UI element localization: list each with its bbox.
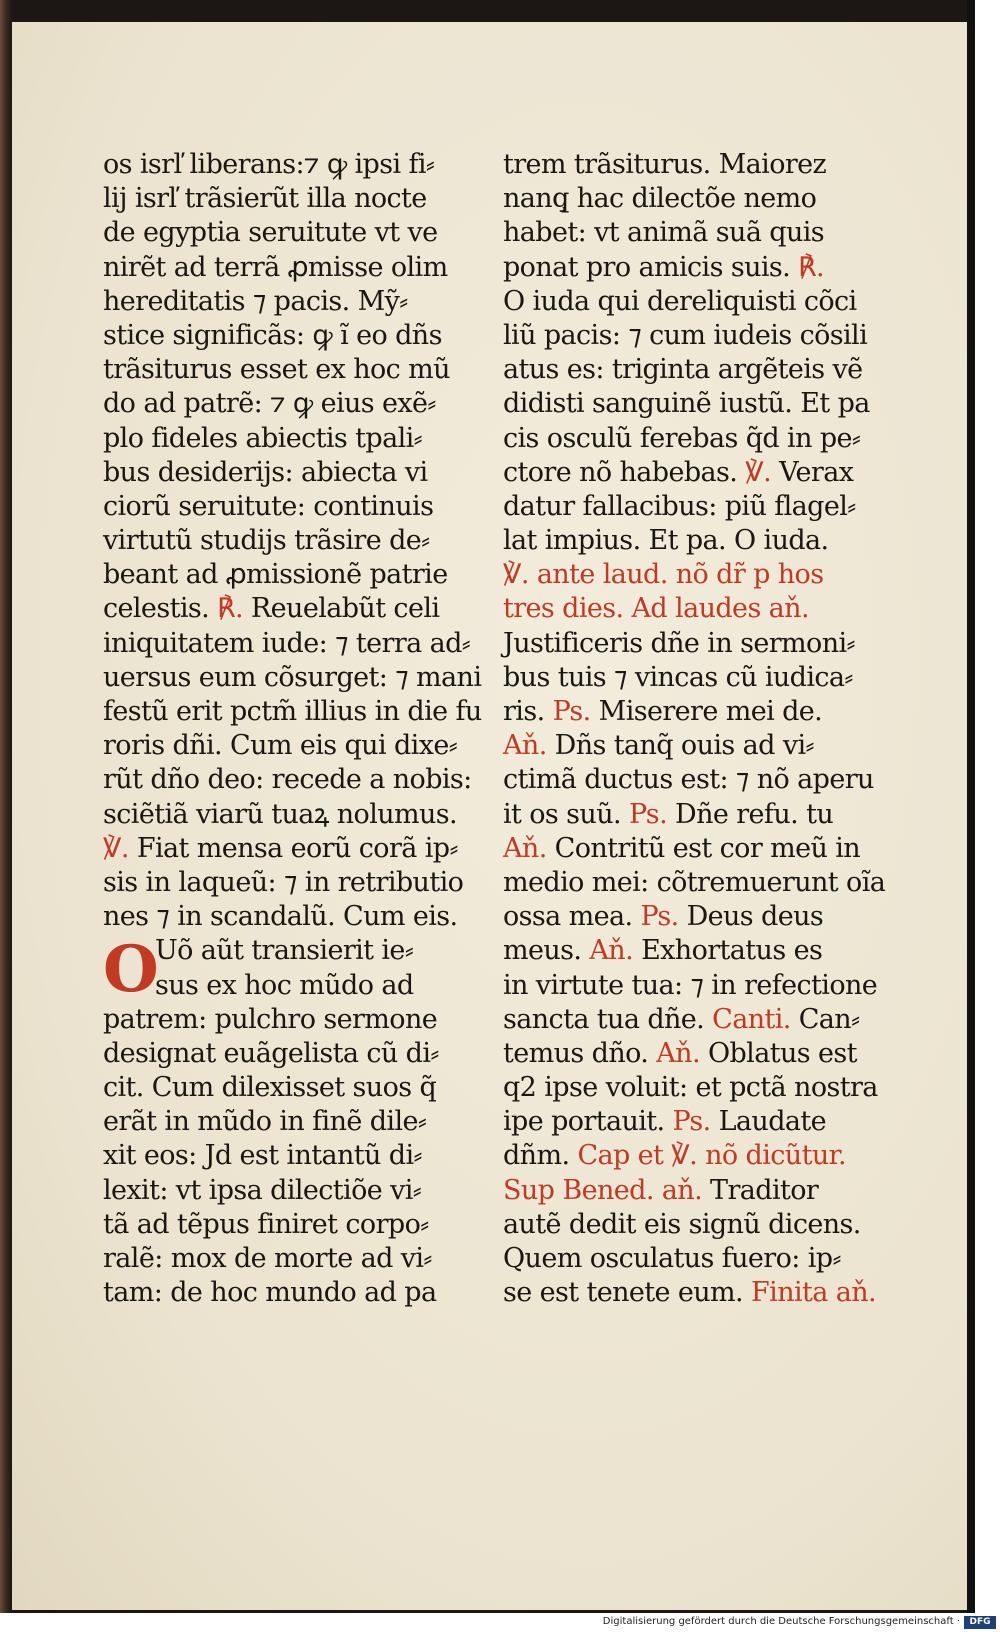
line-text: roris dñi. Cum eis qui dixe⸗ bbox=[103, 730, 458, 762]
text-line bbox=[103, 1139, 483, 1173]
text-line bbox=[103, 216, 483, 250]
line-text: xit eos: Jd est intantũ di⸗ bbox=[103, 1140, 422, 1172]
line-text: ipe portauit. bbox=[503, 1106, 665, 1138]
line-text: ponat pro amicis suis. bbox=[503, 251, 791, 283]
line-text: lij isrľ trãsierũt illa nocte bbox=[103, 183, 427, 215]
text-line bbox=[103, 319, 483, 353]
line-text: designat euãgelista cũ di⸗ bbox=[103, 1037, 439, 1069]
text-line bbox=[103, 285, 483, 319]
rubric-mark: Canti. bbox=[712, 1003, 791, 1035]
text-line bbox=[103, 558, 483, 592]
text-line bbox=[103, 1276, 483, 1310]
text-line bbox=[103, 148, 483, 182]
line-text: stice significãs: ꝙ ĩ eo dñs bbox=[103, 319, 442, 351]
line-text: Deus deus bbox=[686, 901, 824, 933]
line-text: sciẽtiã viarũ tuaꝝ nolumus. bbox=[103, 798, 458, 830]
text-line bbox=[103, 592, 483, 626]
text-line bbox=[503, 592, 875, 626]
initial-capital: O bbox=[103, 932, 159, 1008]
line-text: beant ad ꝓmissionẽ patrie bbox=[103, 559, 448, 591]
line-text: lexit: vt ipsa dilectiõe vi⸗ bbox=[103, 1174, 422, 1206]
line-text: Oblatus est bbox=[707, 1037, 857, 1069]
text-line bbox=[103, 729, 483, 763]
dfg-logo-icon: DFG bbox=[964, 1616, 996, 1629]
line-text: atus es: triginta argẽteis vẽ bbox=[503, 354, 863, 386]
funding-credit: Digitalisierung gefördert durch die Deutsche Forschungsgemeinschaft · bbox=[602, 1616, 960, 1627]
line-text: virtutũ studijs trãsire de⸗ bbox=[103, 525, 430, 557]
text-line bbox=[103, 798, 483, 832]
text-line bbox=[103, 353, 483, 387]
line-text: se est tenete eum. bbox=[503, 1277, 744, 1309]
text-line bbox=[103, 900, 483, 934]
text-line bbox=[103, 490, 483, 524]
line-text: medio mei: cõtremuerunt oĩa bbox=[503, 866, 886, 898]
text-line bbox=[503, 1174, 875, 1208]
text-line bbox=[503, 969, 878, 1003]
text-line bbox=[103, 969, 483, 1003]
line-text: celestis. bbox=[103, 593, 210, 625]
text-line bbox=[503, 1071, 878, 1105]
line-text: ctore nõ habebas. bbox=[503, 456, 738, 488]
text-line bbox=[503, 763, 875, 797]
rubric-mark: Aň. bbox=[589, 935, 634, 967]
rubric-mark: Aň. bbox=[503, 730, 547, 762]
text-line bbox=[103, 387, 483, 421]
line-text: tam: de hoc mundo ad pa bbox=[103, 1277, 437, 1309]
text-line bbox=[103, 661, 483, 695]
line-text: festũ erit pctm̃ illius in die fu bbox=[103, 696, 482, 727]
text-line bbox=[503, 490, 875, 524]
line-text: erãt in mũdo in finẽ dile⸗ bbox=[103, 1106, 427, 1138]
text-line bbox=[103, 182, 483, 216]
rubric-mark: ℣. bbox=[103, 832, 129, 864]
line-text: Uõ aũt transierit ie⸗ bbox=[155, 935, 414, 967]
text-line bbox=[503, 1037, 875, 1071]
line-text: Traditor bbox=[710, 1174, 819, 1206]
line-text: iniquitatem iude: ⁊ terra ad⸗ bbox=[103, 627, 471, 659]
text-line bbox=[503, 832, 875, 866]
line-text: hereditatis ⁊ pacis. Mỹ⸗ bbox=[103, 285, 408, 317]
rubric-mark: ℣. bbox=[745, 456, 772, 488]
text-line bbox=[103, 1242, 483, 1276]
rubric-mark: ℟. bbox=[217, 593, 243, 625]
rubric-mark: Aň. bbox=[503, 832, 547, 864]
line-text: de egyptia seruitute vt ve bbox=[103, 217, 438, 249]
line-text: ctimã ductus est: ⁊ nõ aperu bbox=[503, 764, 874, 796]
text-line bbox=[503, 1105, 875, 1139]
text-line bbox=[503, 729, 875, 763]
rubric-mark: Finita aň. bbox=[751, 1277, 877, 1309]
line-text: sus ex hoc mũdo ad bbox=[155, 969, 414, 1001]
rubric-mark: Ps. bbox=[672, 1106, 711, 1138]
line-text: do ad patrẽ: ⁊ ꝙ eius exẽ⸗ bbox=[103, 388, 436, 420]
line-text: Laudate bbox=[718, 1106, 827, 1138]
text-line bbox=[103, 1003, 483, 1037]
line-text: datur fallacibus: piũ flagel⸗ bbox=[503, 490, 856, 522]
right-text-column bbox=[503, 148, 886, 1310]
line-text: uersus eum cõsurget: ⁊ mani bbox=[103, 661, 482, 693]
line-text: ralẽ: mox de morte ad vi⸗ bbox=[103, 1243, 432, 1274]
text-line bbox=[503, 866, 886, 900]
line-text: Dñs tanq̃ ouis ad vi⸗ bbox=[554, 730, 814, 762]
line-text: it os suũ. bbox=[503, 798, 621, 830]
text-line bbox=[503, 353, 875, 387]
line-text: bus tuis ⁊ vincas cũ iudica⸗ bbox=[503, 661, 853, 693]
line-text: nanq̧ hac dilectõe nemo bbox=[503, 183, 817, 215]
line-text: Fiat mensa eorũ corã ip⸗ bbox=[136, 832, 458, 864]
line-text: Exhortatus es bbox=[641, 935, 823, 967]
text-line bbox=[103, 695, 483, 729]
text-line bbox=[503, 1139, 875, 1173]
text-line bbox=[503, 798, 875, 832]
text-line bbox=[103, 422, 483, 456]
line-text: bus desiderijs: abiecta vi bbox=[103, 456, 428, 488]
line-text: plo fideles abiectis tpali⸗ bbox=[103, 422, 423, 454]
line-text: dñm. bbox=[503, 1140, 570, 1172]
line-text: Dñe refu. tu bbox=[675, 798, 834, 830]
line-text: Quem osculatus fuero: ip⸗ bbox=[503, 1243, 841, 1274]
text-line bbox=[103, 866, 483, 900]
text-line bbox=[503, 1003, 875, 1037]
text-line bbox=[503, 1276, 875, 1310]
rubric-line: tres dies. Ad laudes aň. bbox=[503, 593, 809, 625]
line-text: Reuelabũt celi bbox=[250, 593, 440, 625]
text-line bbox=[103, 1071, 483, 1105]
line-text: Contritũ est cor meũ in bbox=[554, 832, 861, 864]
rubric-mark: Aň. bbox=[656, 1037, 700, 1069]
line-text: habet: vt animã suã quis bbox=[503, 217, 825, 249]
text-line bbox=[503, 1242, 875, 1276]
line-text: os isrľ liberans:⁊ ꝙ ipsi fi⸗ bbox=[103, 149, 435, 180]
left-text-column bbox=[103, 148, 483, 1310]
line-text: q2 ipse voluit: et pctã nostra bbox=[503, 1072, 878, 1104]
text-line bbox=[503, 182, 875, 216]
line-text: ris. bbox=[503, 696, 545, 727]
text-line bbox=[503, 524, 875, 558]
rubric-mark: Sup Bened. aň. bbox=[503, 1174, 703, 1206]
line-text: cit. Cum dilexisset suos q̃ bbox=[103, 1072, 437, 1104]
page-edge bbox=[967, 0, 975, 1613]
line-text: lat impius. Et pa. O iuda. bbox=[503, 525, 829, 557]
line-text: autẽ dedit eis signũ dicens. bbox=[503, 1208, 861, 1240]
text-line bbox=[503, 422, 875, 456]
text-line bbox=[503, 387, 875, 421]
text-line bbox=[103, 1208, 483, 1242]
text-line bbox=[103, 1037, 483, 1071]
text-line bbox=[103, 524, 483, 558]
line-text: ciorũ seruitute: continuis bbox=[103, 490, 434, 522]
line-text: trem trãsiturus. Maiorez bbox=[503, 149, 827, 180]
line-text: nirẽt ad terrã ꝓmisse olim bbox=[103, 251, 448, 283]
text-line bbox=[503, 695, 875, 729]
line-text: sis in laqueũ: ⁊ in retributio bbox=[103, 866, 464, 898]
footer-bar bbox=[0, 1614, 1000, 1632]
text-line bbox=[103, 1174, 483, 1208]
text-line bbox=[503, 1208, 875, 1242]
text-line bbox=[503, 285, 875, 319]
line-text: Justificeris dñe in sermoni⸗ bbox=[503, 627, 855, 659]
line-text: Miserere mei de. bbox=[598, 696, 823, 727]
line-text: meus. bbox=[503, 935, 582, 967]
line-text: ossa mea. bbox=[503, 901, 633, 933]
rubric-mark: Ps. bbox=[552, 696, 591, 727]
rubric-mark: ℟. bbox=[798, 251, 824, 283]
text-line bbox=[103, 251, 483, 285]
line-text: nes ⁊ in scandalũ. Cum eis. bbox=[103, 901, 458, 933]
line-text: Can⸗ bbox=[798, 1003, 860, 1035]
line-text: didisti sanguinẽ iustũ. Et pa bbox=[503, 388, 870, 420]
rubric-mark: Cap et ℣. nõ dicũtur. bbox=[577, 1140, 846, 1172]
line-text: liũ pacis: ⁊ cum iudeis cõsili bbox=[503, 319, 868, 351]
line-text: sancta tua dñe. bbox=[503, 1003, 705, 1035]
rubric-line: ℣. ante laud. nõ dr̃ p hos bbox=[503, 559, 824, 591]
text-line bbox=[503, 456, 875, 490]
rubric-mark: Ps. bbox=[640, 901, 679, 933]
rubric-mark: Ps. bbox=[628, 798, 668, 830]
text-line bbox=[503, 900, 875, 934]
line-text: Verax bbox=[779, 456, 854, 488]
line-text: O iuda qui dereliquisti cõci bbox=[503, 285, 857, 317]
text-line bbox=[103, 1105, 483, 1139]
text-line bbox=[503, 661, 875, 695]
text-line bbox=[503, 934, 875, 968]
text-line bbox=[503, 319, 875, 353]
line-text: in virtute tua: ⁊ in refectione bbox=[503, 969, 878, 1001]
text-line bbox=[503, 216, 875, 250]
line-text: patrem: pulchro sermone bbox=[103, 1003, 438, 1035]
text-line bbox=[103, 627, 483, 661]
line-text: tã ad tẽpus finiret corpo⸗ bbox=[103, 1208, 429, 1240]
line-text: trãsiturus esset ex hoc mũ bbox=[103, 354, 450, 386]
text-line bbox=[503, 558, 875, 592]
text-line bbox=[503, 148, 875, 182]
text-line bbox=[103, 832, 483, 866]
line-text: cis osculũ ferebas q̃d in pe⸗ bbox=[503, 422, 861, 454]
text-line bbox=[503, 251, 875, 285]
text-line bbox=[503, 627, 875, 661]
line-text: rũt dño deo: recede a nobis: bbox=[103, 764, 472, 796]
text-line bbox=[103, 456, 483, 490]
text-line bbox=[103, 763, 483, 797]
line-text: temus dño. bbox=[503, 1037, 649, 1069]
